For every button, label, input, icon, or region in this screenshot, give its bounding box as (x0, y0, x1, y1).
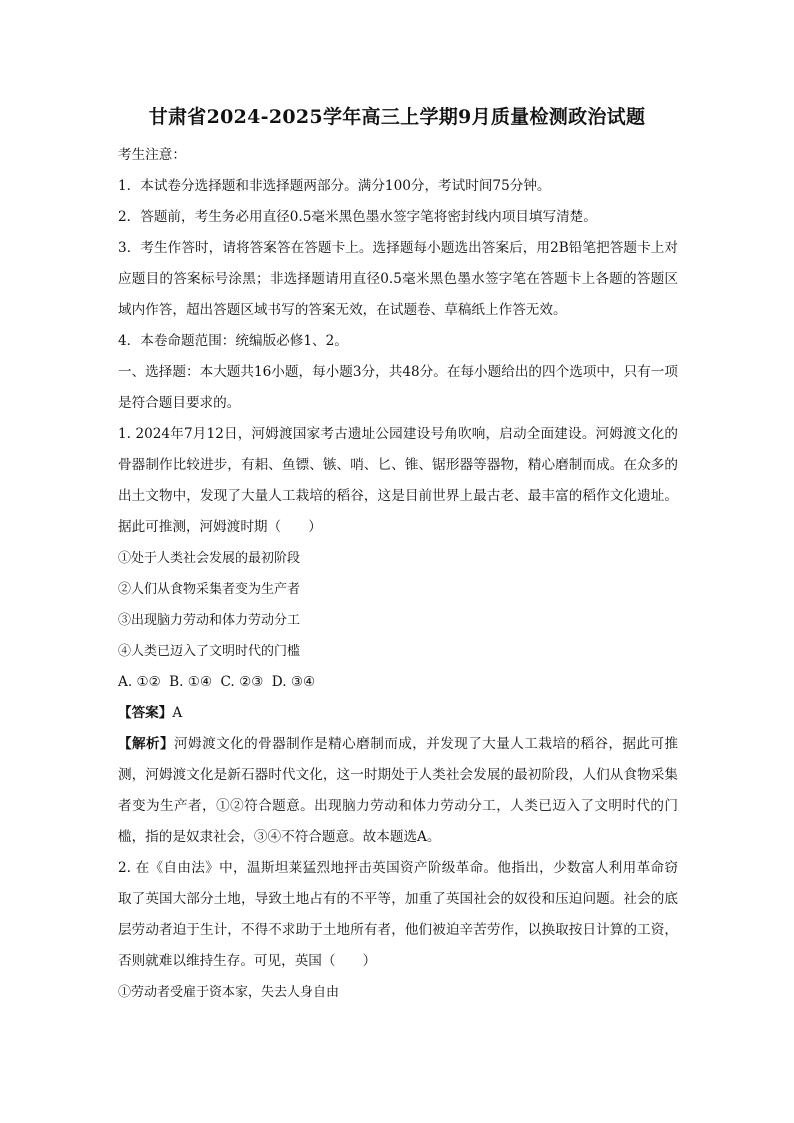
choice-d: D. ③④ (271, 674, 316, 690)
note-2: 2．答题前，考生务必用直径0.5毫米黑色墨水签字笔将密封线内项目填写清楚。 (118, 209, 597, 225)
note-4: 4．本卷命题范围：统编版必修1、2。 (118, 333, 348, 349)
analysis-tag: 【解析】 (118, 736, 175, 752)
question-1-stem: 1. 2024年7月12日，河姆渡国家考古遗址公园建设号角吹响，启动全面建设。河姆渡文化的骨器制作比较进步，有耜、鱼镖、镞、哨、匕、锥、锯形器等器物，精心磨制而成。在众多的出土文物中，发现了大量人工栽培的稻谷，这是目前世界上最古老、最丰富的稻作文化遗址。据此可推测，河姆渡时期（ ） (118, 426, 678, 535)
question-1-item-1: ①处于人类社会发展的最初阶段 (118, 551, 301, 566)
choice-c: C. ②③ (220, 674, 264, 690)
answer-tag: 【答案】 (118, 705, 173, 721)
question-2-item-1: ①劳动者受雇于资本家，失去人身自由 (118, 985, 340, 1000)
section-heading: 一、选择题：本大题共16小题，每小题3分，共48分。在每小题给出的四个选项中，只有一项是符合题目要求的。 (118, 364, 678, 411)
question-1-item-3: ③出现脑力劳动和体力劳动分工 (118, 613, 301, 628)
question-1-analysis (118, 729, 678, 853)
choice-a: A. ①② (118, 674, 161, 690)
analysis-text: 河姆渡文化的骨器制作是精心磨制而成，并发现了大量人工栽培的稻谷，据此可推测，河姆渡文化是新石器时代文化，这一时期处于人类社会发展的最初阶段，人们从食物采集者变为生产者，①②符合题意。出现脑力劳动和体力劳动分工，人类已迈入了文明时代的门槛，指的是奴隶社会，③④不符合题意。故本题选A。 (118, 736, 679, 845)
question-1-item-4: ④人类已迈入了文明时代的门槛 (118, 644, 301, 659)
answer-value: A (172, 705, 183, 721)
note-3: 3．考生作答时，请将答案答在答题卡上。选择题每小题选出答案后，用2B铅笔把答题卡上对应题目的答案标号涂黑；非选择题请用直径0.5毫米黑色墨水签字笔在答题卡上各题的答题区域内作答，超出答题区域书写的答案无效，在试题卷、草稿纸上作答无效。 (118, 240, 678, 318)
notes-heading: 考生注意： (118, 147, 186, 163)
choice-b: B. ①④ (169, 674, 213, 690)
page-title: 甘肃省2024-2025学年高三上学期9月质量检测政治试题 (148, 106, 646, 128)
document-body (118, 140, 678, 1008)
question-1-item-2: ②人们从食物采集者变为生产者 (118, 582, 301, 597)
question-2-stem: 2. 在《自由法》中，温斯坦莱猛烈地抨击英国资产阶级革命。他指出，少数富人利用革命窃取了英国大部分土地，导致土地占有的不平等，加重了英国社会的奴役和压迫问题。社会的底层劳动者迫于生计，不得不求助于土地所有者，他们被迫辛苦劳作，以换取按日计算的工资，否则就难以维持生存。可见，英国（ ） (118, 860, 678, 969)
note-1: 1．本试卷分选择题和非选择题两部分。满分100分，考试时间75分钟。 (118, 178, 551, 194)
question-1-answer (118, 698, 678, 729)
question-1-choices (118, 667, 678, 698)
